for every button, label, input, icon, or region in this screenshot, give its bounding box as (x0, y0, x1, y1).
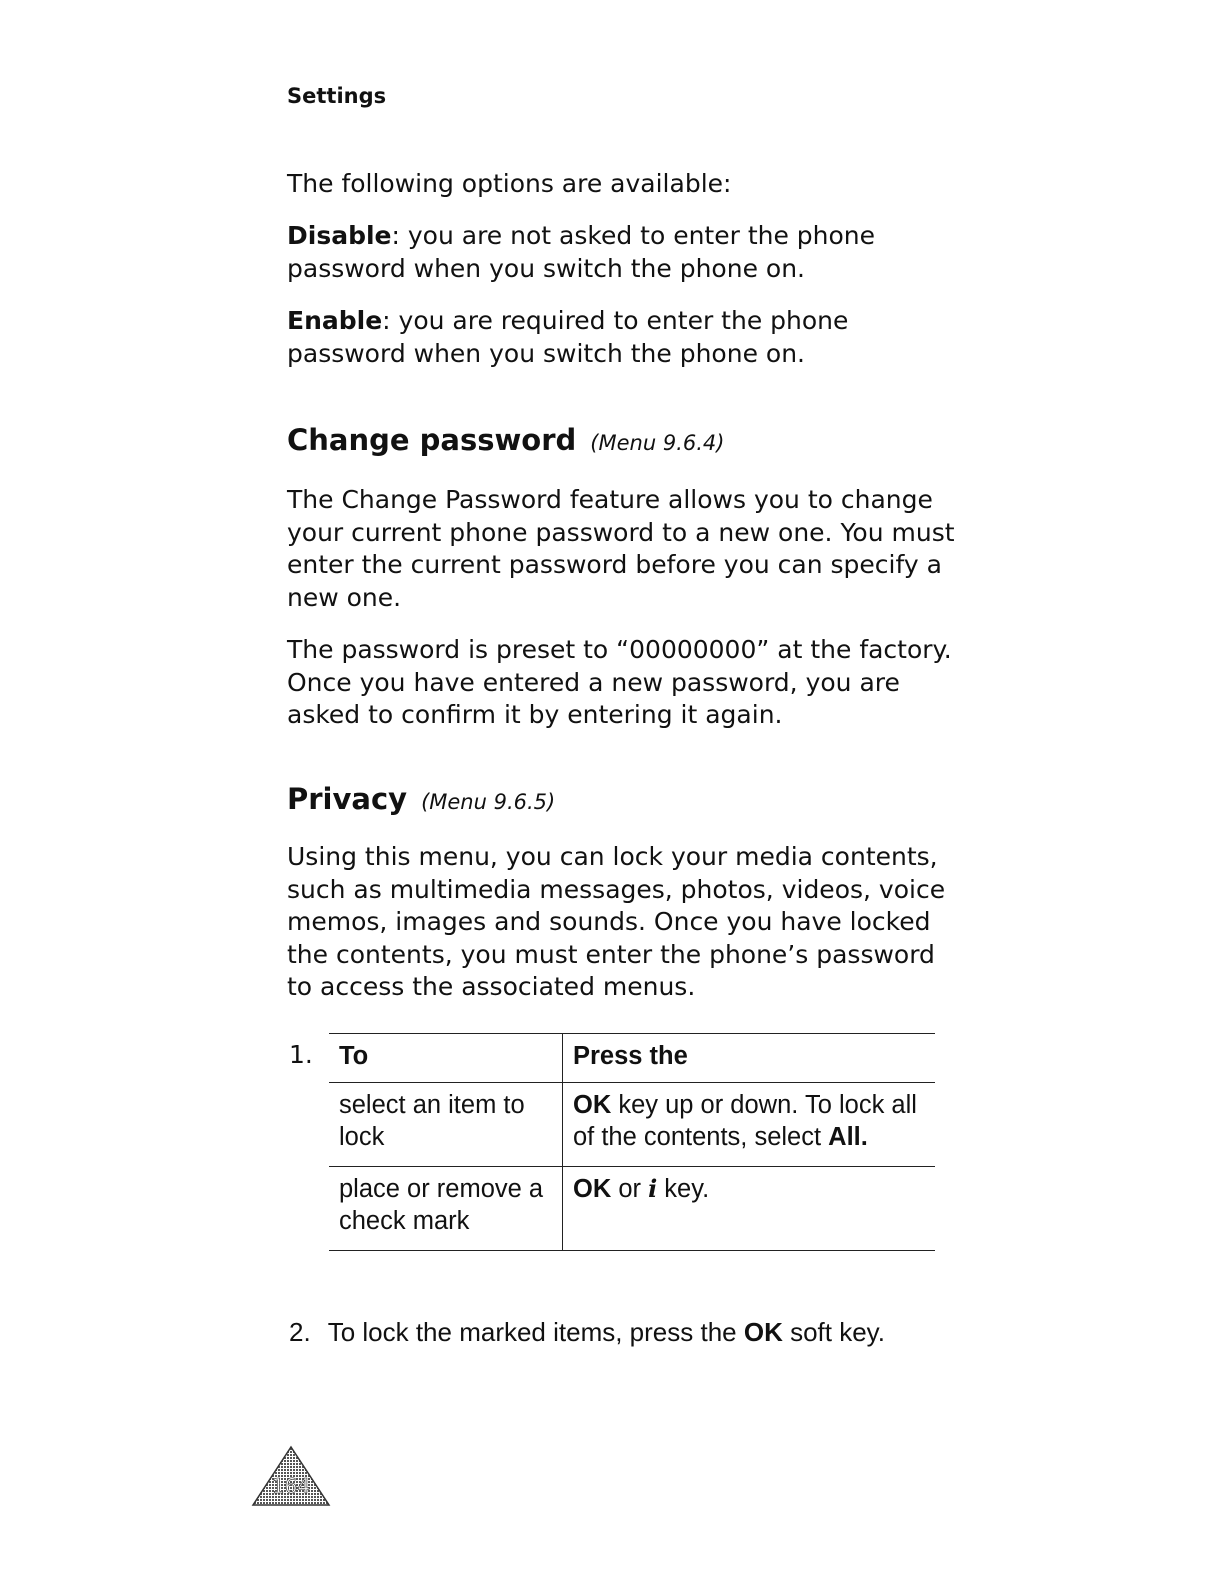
change-password-para-1: The Change Password feature allows you to change your current phone password to a new one. You must enter the current password before you can specify a new one. (287, 485, 955, 612)
table-cell-keys (563, 1082, 936, 1166)
section-header: Settings (287, 84, 387, 108)
step-1-number: 1. (289, 1040, 313, 1069)
step-2-number: 2. (289, 1317, 311, 1347)
privacy-menu-ref: (Menu 9.6.5) (421, 790, 556, 814)
table-header-row (329, 1034, 935, 1083)
change-password-heading (287, 423, 724, 457)
change-password-title: Change password (287, 423, 577, 457)
option-enable-text: : you are required to enter the phone password when you switch the phone on. (287, 306, 849, 368)
option-enable-label: Enable (287, 306, 383, 335)
step-2-post: soft key. (782, 1317, 885, 1347)
table-header-to: To (329, 1034, 563, 1083)
option-disable-label: Disable (287, 221, 392, 250)
privacy-para: Using this menu, you can lock your media contents, such as multimedia messages, photos, videos, voice memos, images and sounds. Once you have locked the contents, you must enter the phone’s password to access the associated menus. (287, 842, 946, 1001)
table-row (329, 1082, 935, 1166)
ok-soft-key-label: OK (743, 1317, 783, 1347)
page-number: 164 (271, 1474, 311, 1498)
table-cell-text: or (611, 1174, 649, 1203)
table-cell-period: . (860, 1123, 868, 1151)
table-cell-text: key up or down. To lock all of the contents, select (573, 1090, 917, 1151)
key-instructions-table (329, 1033, 935, 1251)
option-enable (287, 305, 967, 370)
table-cell-action: select an item to lock (329, 1082, 563, 1166)
step-2-pre: To lock the marked items, press the (327, 1317, 744, 1347)
table-cell-action: place or remove a check mark (329, 1166, 563, 1250)
ok-key-label: OK (573, 1174, 612, 1203)
step-2 (289, 1317, 885, 1348)
option-disable (287, 220, 967, 285)
privacy-heading (287, 782, 555, 816)
change-password-para-2: The password is preset to “00000000” at the factory. Once you have entered a new password, you are asked to confirm it by entering it again. (287, 635, 952, 729)
table-row (329, 1166, 935, 1250)
table-cell-keys (563, 1166, 936, 1250)
intro-text: The following options are available: (287, 169, 732, 198)
info-key-icon: i (648, 1173, 658, 1203)
option-disable-text: : you are not asked to enter the phone password when you switch the phone on. (287, 221, 876, 283)
table-header-press: Press the (563, 1034, 936, 1083)
page-number-triangle-icon (251, 1445, 331, 1507)
change-password-menu-ref: (Menu 9.6.4) (590, 431, 725, 455)
step-2-text (328, 1317, 885, 1347)
all-option-label: All (828, 1123, 861, 1151)
table-cell-text: key. (657, 1174, 710, 1203)
privacy-title: Privacy (287, 782, 408, 816)
ok-key-label: OK (573, 1090, 612, 1119)
